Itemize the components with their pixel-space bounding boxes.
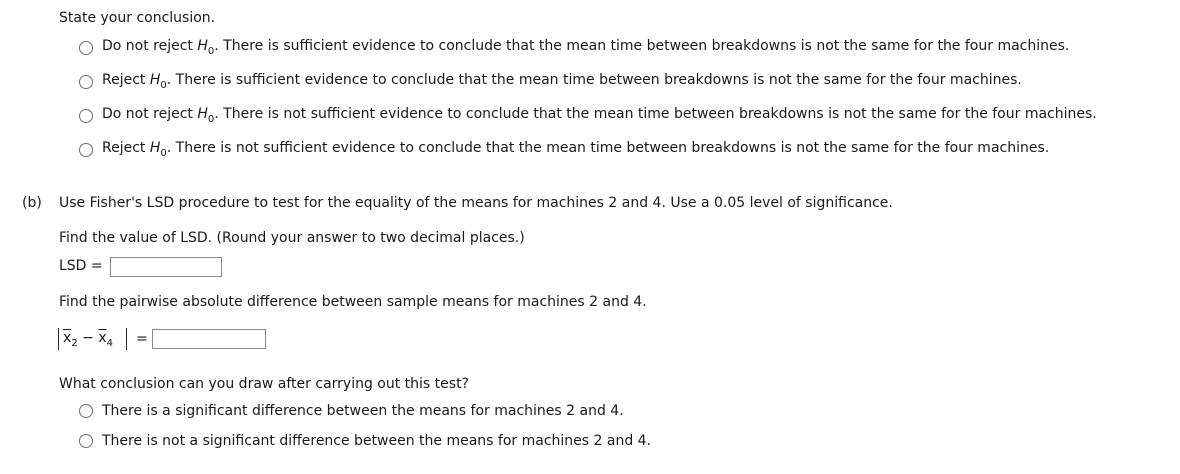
option-b-2[interactable] [79,433,651,449]
lsd-input[interactable] [110,257,222,277]
radio-button[interactable] [79,75,93,89]
option-text: Do not reject $H_0$. There is sufficient evidence to conclude that the mean time between breakdowns is not the same for the four machines. [102,38,1070,57]
radio-button[interactable] [79,109,93,123]
radio-button[interactable] [79,404,93,418]
diff-input[interactable] [152,329,266,349]
radio-button[interactable] [79,434,93,448]
option-a-3[interactable] [79,106,1097,125]
diff-equals: = [136,331,148,347]
diff-prompt: Find the pairwise absolute difference between sample means for machines 2 and 4. [59,294,647,310]
radio-button[interactable] [79,143,93,157]
conclusion-prompt-a: State your conclusion. [59,10,216,26]
radio-button[interactable] [79,41,93,55]
abs-bar-left [58,328,59,350]
option-text: There is not a significant difference between the means for machines 2 and 4. [102,433,652,449]
part-b-label: (b) [22,195,42,211]
option-text: Do not reject $H_0$. There is not sufficient evidence to conclude that the mean time between breakdowns is not the same for the four machines. [102,106,1097,125]
option-text: Reject $H_0$. There is not sufficient evidence to conclude that the mean time between breakdowns is not the same for the four machines. [102,140,1050,159]
abs-bar-right [126,328,127,350]
option-b-1[interactable] [79,403,624,419]
option-a-1[interactable] [79,38,1069,57]
diff-expression: $\overline{x}_2 - \overline{x}_4$ [63,330,113,349]
option-text: Reject $H_0$. There is sufficient evidence to conclude that the mean time between breakdowns is not the same for the four machines. [102,72,1022,91]
part-b-instruction: Use Fisher's LSD procedure to test for the equality of the means for machines 2 and 4. Use a 0.05 level of significance. [59,195,893,211]
option-text: There is a significant difference between the means for machines 2 and 4. [102,403,624,419]
conclusion-prompt-b: What conclusion can you draw after carrying out this test? [59,376,469,392]
option-a-4[interactable] [79,140,1049,159]
option-a-2[interactable] [79,72,1022,91]
lsd-prompt: Find the value of LSD. (Round your answer to two decimal places.) [59,230,525,246]
lsd-label: LSD = [59,258,103,274]
